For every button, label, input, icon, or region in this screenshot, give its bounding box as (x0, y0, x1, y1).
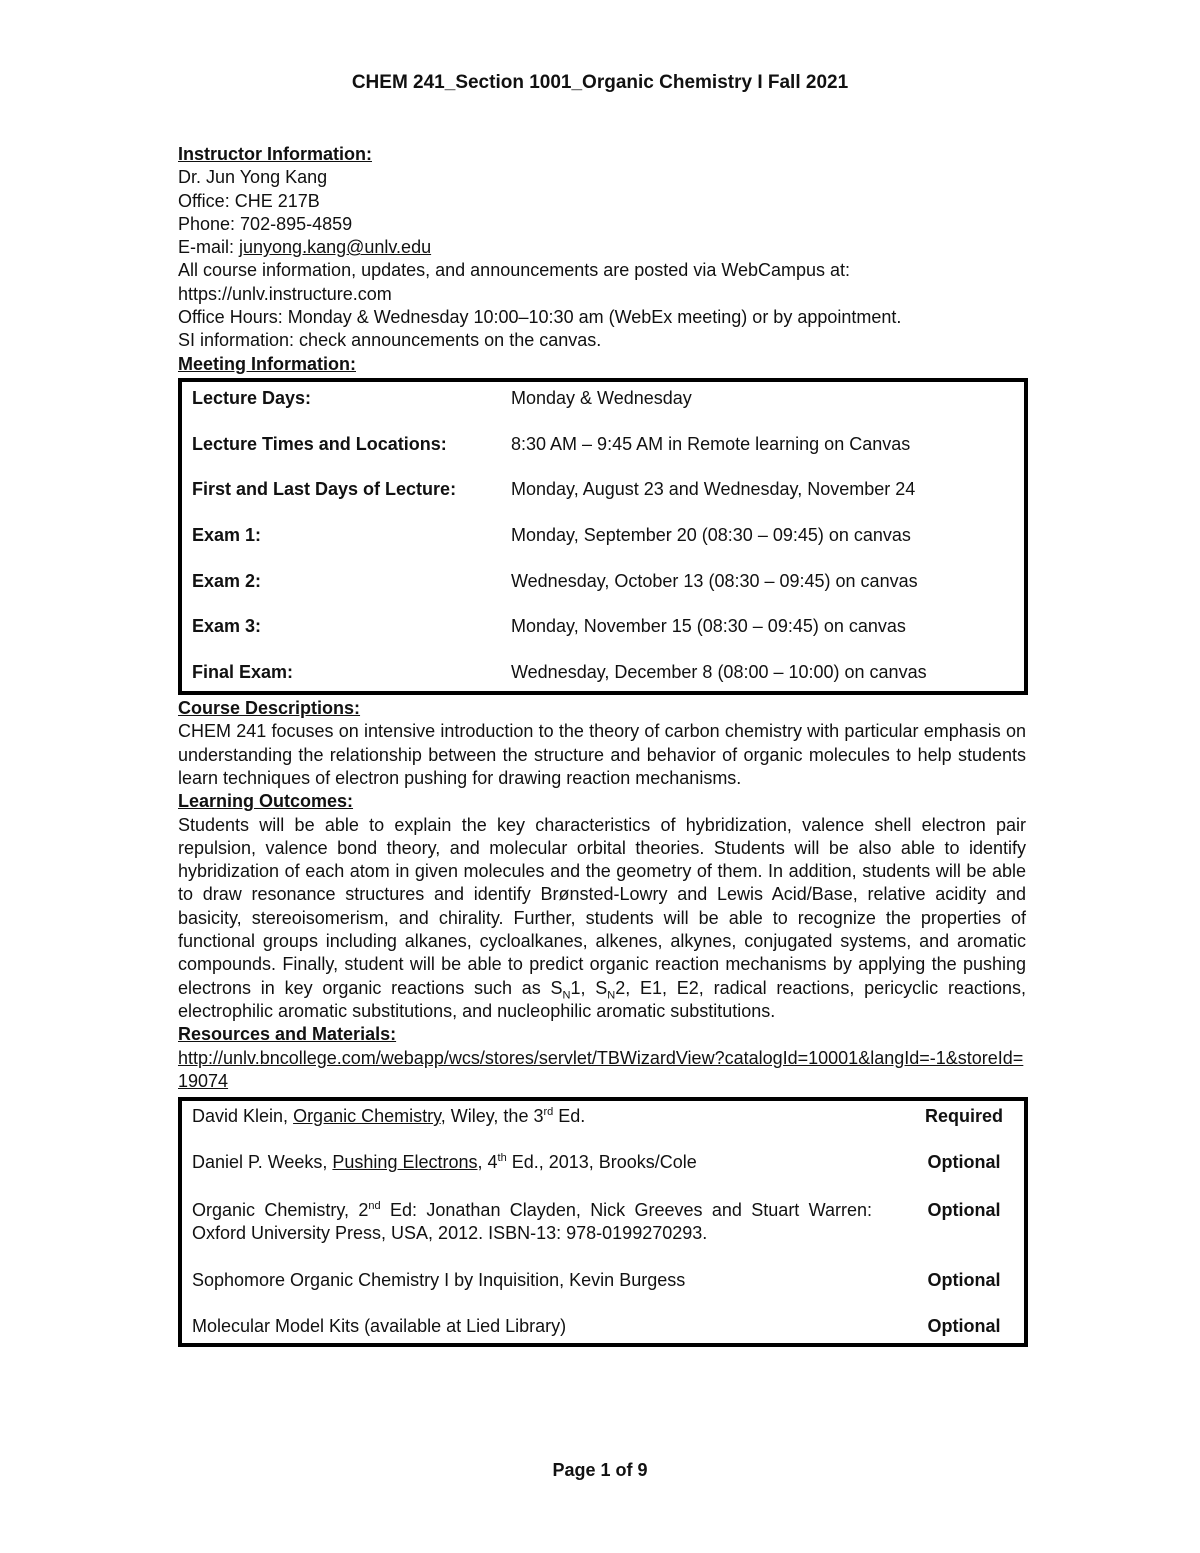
outcomes-text-part: Students will be able to explain the key characteristics of hybridization, valence shell electron pair repulsion, valence bond theory, and molecular orbital theories. Students will be also able to identify hybridization of each atom in given molecules and the geometry of them. In addition, students will be able to draw resonance structures and identify Brønsted-Lowry and Lewis Acid/Base, relative acidity and basicity, stereoisomerism, and chirality. Further, students will be able to recognize the properties of functional groups including alkanes, cycloalkanes, alkenes, alkynes, conjugated systems, and aromatic compounds. Finally, student will be able to predict organic reaction mechanisms by applying the pushing electrons in key organic reactions such as S (178, 814, 1026, 998)
meeting-label: Final Exam: (192, 662, 294, 683)
meeting-row (192, 431, 1014, 477)
meeting-label: First and Last Days of Lecture: (192, 479, 457, 500)
resource-author: David Klein, (192, 1106, 294, 1127)
resource-title: Pushing Electrons (332, 1152, 478, 1173)
meeting-value: Wednesday, October 13 (08:30 – 09:45) on canvas (511, 570, 918, 591)
resource-text (192, 1151, 872, 1174)
meeting-table (178, 378, 1028, 695)
resource-detail: Ed., 2013, Brooks/Cole (506, 1152, 697, 1173)
resource-row (192, 1315, 1014, 1339)
resource-text: Molecular Model Kits (available at Lied Library) (192, 1316, 567, 1337)
resource-author: Daniel P. Weeks, (192, 1152, 333, 1173)
meeting-heading: Meeting Information: (178, 353, 356, 374)
meeting-value: Monday, September 20 (08:30 – 09:45) on canvas (511, 525, 911, 546)
instructor-heading: Instructor Information: (178, 144, 372, 164)
instructor-phone: Phone: 702-895-4859 (178, 213, 353, 234)
outcomes-text-part: 2, E1, E2, radical reactions, pericyclic reactions, electrophilic aromatic substitutions, and nucleophilic aromatic substitutions. (178, 977, 1026, 1021)
meeting-label: Lecture Days: (192, 387, 312, 408)
email-label: E-mail: (178, 237, 240, 258)
resource-author: Organic Chemistry, 2 (192, 1200, 369, 1221)
meeting-value: Monday & Wednesday (511, 387, 692, 408)
webcampus-url[interactable]: https://unlv.instructure.com (178, 283, 392, 304)
resource-tag: Optional (927, 1316, 1001, 1337)
document-body (178, 143, 1026, 1347)
instructor-email-line (178, 236, 1026, 259)
resources-table (178, 1097, 1028, 1347)
page-number: Page 1 of 9 (552, 1460, 648, 1480)
si-info: SI information: check announcements on the canvas. (178, 330, 602, 351)
meeting-label: Exam 3: (192, 616, 262, 637)
resource-row (192, 1199, 1014, 1269)
meeting-row (192, 522, 1014, 568)
page-title: CHEM 241_Section 1001_Organic Chemistry I Fall 2021 (351, 72, 849, 93)
outcomes-text (178, 814, 1026, 1024)
meeting-label: Lecture Times and Locations: (192, 433, 447, 454)
meeting-row (192, 476, 1014, 522)
webcampus-note: All course information, updates, and announcements are posted via WebCampus at: (178, 260, 851, 281)
subscript-n: N (607, 989, 616, 1002)
resources-heading: Resources and Materials: (178, 1024, 397, 1045)
outcomes-heading: Learning Outcomes: (178, 791, 354, 812)
resource-detail: Ed. (553, 1106, 586, 1127)
resource-row (192, 1151, 1014, 1199)
instructor-name: Dr. Jun Yong Kang (178, 167, 328, 188)
resource-row (192, 1105, 1014, 1151)
email-link[interactable]: junyong.kang@unlv.edu (239, 237, 432, 258)
meeting-value: Monday, November 15 (08:30 – 09:45) on canvas (511, 616, 906, 637)
resource-tag: Optional (927, 1270, 1001, 1291)
description-heading: Course Descriptions: (178, 698, 361, 719)
subscript-n: N (562, 989, 571, 1002)
meeting-row (192, 659, 1014, 689)
resource-detail: , Wiley, the 3 (440, 1106, 544, 1127)
resource-tag: Optional (927, 1200, 1001, 1221)
outcomes-text-part: 1, S (570, 977, 608, 998)
meeting-label: Exam 2: (192, 570, 262, 591)
meeting-value: Wednesday, December 8 (08:00 – 10:00) on canvas (511, 662, 927, 683)
resource-detail: , 4 (477, 1152, 498, 1173)
meeting-row (192, 613, 1014, 659)
resource-text (192, 1199, 872, 1246)
meeting-row (192, 568, 1014, 614)
resource-title: Organic Chemistry (293, 1106, 441, 1127)
bookstore-link[interactable]: http://unlv.bncollege.com/webapp/wcs/stores/servlet/TBWizardView?catalogId=10001&langId=-1&storeId=19074 (178, 1047, 1024, 1091)
resource-text: Sophomore Organic Chemistry I by Inquisition, Kevin Burgess (192, 1270, 686, 1291)
resource-tag: Required (924, 1106, 1003, 1127)
resource-sup: th (497, 1152, 507, 1165)
office-hours: Office Hours: Monday & Wednesday 10:00–10:30 am (WebEx meeting) or by appointment. (178, 307, 902, 328)
meeting-value: 8:30 AM – 9:45 AM in Remote learning on Canvas (511, 433, 911, 454)
resource-row (192, 1269, 1014, 1315)
resource-text (192, 1105, 872, 1128)
resource-detail: Ed: Jonathan Clayden, Nick Greeves and Stuart Warren: Oxford University Press, USA, 2012. ISBN-13: 978-0199270293. (192, 1200, 873, 1244)
meeting-label: Exam 1: (192, 525, 262, 546)
resource-tag: Optional (927, 1152, 1001, 1173)
instructor-office: Office: CHE 217B (178, 190, 320, 211)
meeting-row (192, 385, 1014, 431)
resource-sup: nd (368, 1200, 381, 1213)
meeting-value: Monday, August 23 and Wednesday, November 24 (511, 479, 916, 500)
resource-sup: rd (543, 1106, 554, 1119)
description-text: CHEM 241 focuses on intensive introduction to the theory of carbon chemistry with particular emphasis on understanding the relationship between the structure and behavior of organic molecules to help students learn techniques of electron pushing for drawing reaction mechanisms. (178, 721, 1026, 788)
